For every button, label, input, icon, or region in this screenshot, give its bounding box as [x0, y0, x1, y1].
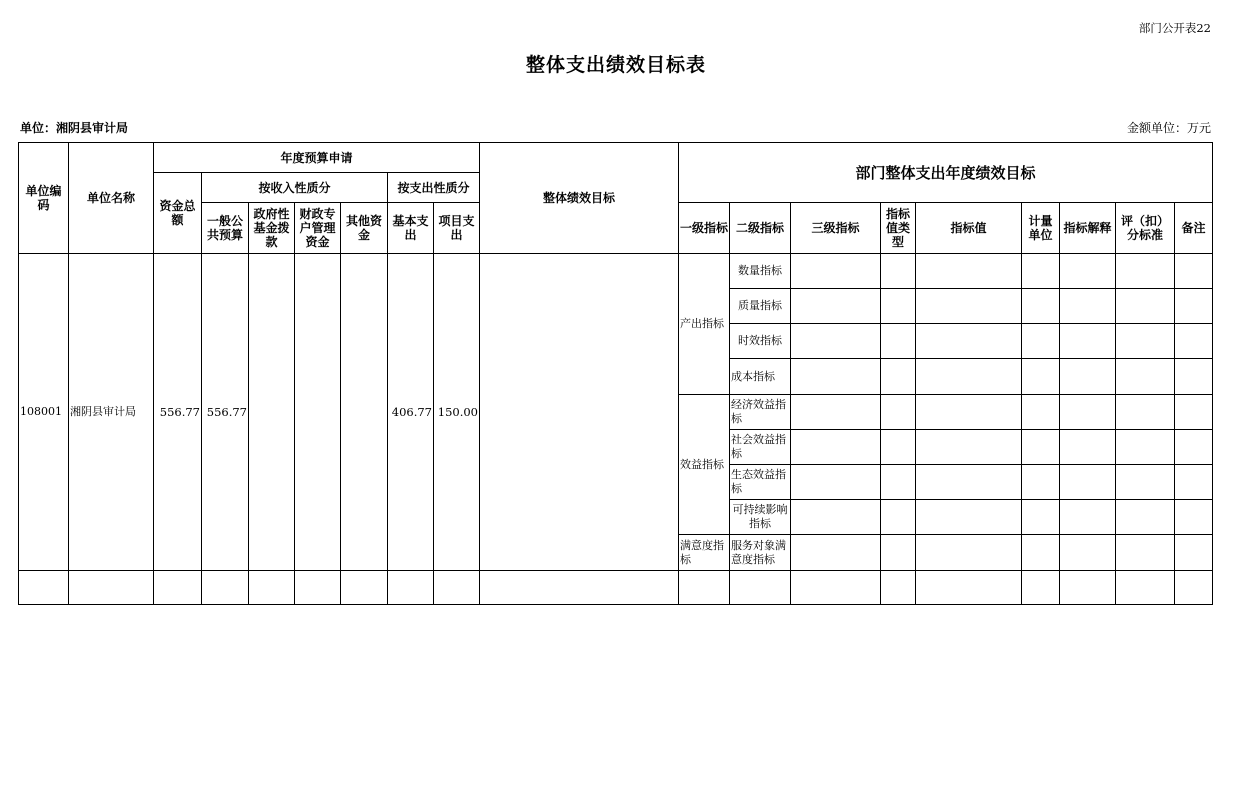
annual-budget-header: 年度预算申请: [154, 143, 480, 173]
output-indicator-cell: 产出指标: [679, 254, 730, 395]
unit-name-cell: 湘阴县审计局: [69, 254, 154, 571]
by-expense-header: 按支出性质分: [388, 173, 480, 203]
header-row-1: [19, 143, 1213, 173]
unit-name-header: 单位名称: [69, 143, 154, 254]
level2-header: 二级指标: [730, 203, 791, 254]
scoring-header: 评（扣）分标准: [1116, 203, 1175, 254]
level2-cell: 时效指标: [730, 324, 791, 359]
by-income-header: 按收入性质分: [202, 173, 388, 203]
level2-cell: 社会效益指标: [730, 430, 791, 465]
amount-unit-label: 金额单位：万元: [1126, 121, 1211, 135]
satisfaction-indicator-cell: 满意度指标: [679, 535, 730, 571]
total-funds-cell: 556.77: [154, 254, 202, 571]
level1-header: 一级指标: [679, 203, 730, 254]
special-account-cell: [295, 254, 341, 571]
gov-fund-cell: [249, 254, 295, 571]
form-number: 部门公开表22: [1138, 21, 1211, 35]
level2-cell: 成本指标: [730, 359, 791, 395]
table-row: [19, 254, 1213, 289]
special-account-header: 财政专户管理资金: [295, 203, 341, 254]
table-row-empty: [19, 571, 1213, 605]
measure-unit-header: 计量单位: [1022, 203, 1060, 254]
value-type-header: 指标值类型: [881, 203, 916, 254]
project-expense-cell: 150.00: [434, 254, 480, 571]
basic-expense-cell: 406.77: [388, 254, 434, 571]
overall-goal-cell: [480, 254, 679, 571]
dept-goal-header: 部门整体支出年度绩效目标: [679, 143, 1213, 203]
explanation-header: 指标解释: [1060, 203, 1116, 254]
level2-cell: 服务对象满意度指标: [730, 535, 791, 571]
unit-code-header: 单位编码: [19, 143, 69, 254]
benefit-indicator-cell: 效益指标: [679, 395, 730, 535]
level2-cell: 质量指标: [730, 289, 791, 324]
unit-label: 单位：湘阴县审计局: [20, 121, 129, 135]
indicator-value-header: 指标值: [916, 203, 1022, 254]
other-funds-cell: [341, 254, 388, 571]
level3-header: 三级指标: [791, 203, 881, 254]
remarks-header: 备注: [1175, 203, 1213, 254]
level2-cell: 经济效益指标: [730, 395, 791, 430]
general-budget-cell: 556.77: [202, 254, 249, 571]
general-budget-header: 一般公共预算: [202, 203, 249, 254]
level2-cell: 生态效益指标: [730, 465, 791, 500]
total-funds-header: 资金总额: [154, 173, 202, 254]
unit-code-cell: 108001: [19, 254, 69, 571]
basic-expense-header: 基本支出: [388, 203, 434, 254]
level2-cell: 可持续影响指标: [730, 500, 791, 535]
performance-goal-table: [18, 142, 1213, 605]
project-expense-header: 项目支出: [434, 203, 480, 254]
overall-goal-header: 整体绩效目标: [480, 143, 679, 254]
level2-cell: 数量指标: [730, 254, 791, 289]
page-title: 整体支出绩效目标表: [525, 54, 706, 76]
other-funds-header: 其他资金: [341, 203, 388, 254]
gov-fund-header: 政府性基金拨款: [249, 203, 295, 254]
